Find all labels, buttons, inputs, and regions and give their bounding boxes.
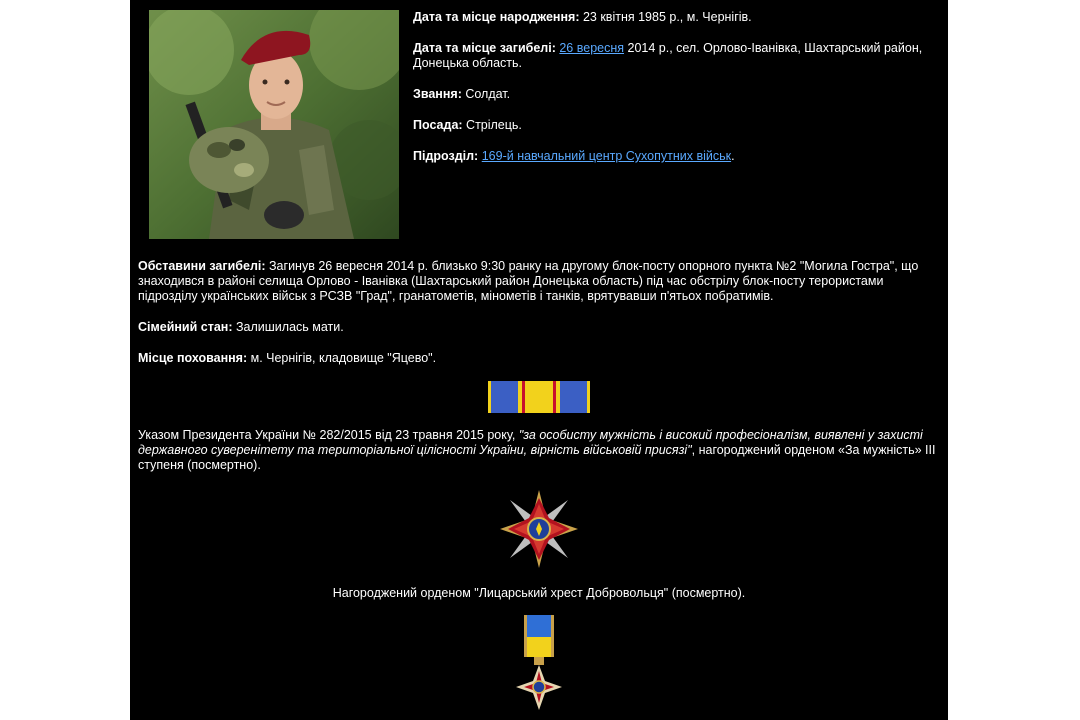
death-value: 2014 р., сел. Орлово-Іванівка, Шахтарський район, Донецька область. bbox=[413, 41, 923, 70]
order-for-courage-ribbon bbox=[488, 381, 590, 413]
decree-lead: Указом Президента України № 282/2015 від 23 травня 2015 року, bbox=[138, 428, 519, 442]
position-label: Посада: bbox=[413, 118, 463, 132]
birth-label: Дата та місце народження: bbox=[413, 10, 580, 24]
unit-row bbox=[413, 149, 933, 164]
rank-row bbox=[413, 87, 933, 102]
story-section bbox=[138, 259, 938, 382]
decree-text bbox=[138, 428, 938, 473]
family-label: Сімейний стан: bbox=[138, 320, 233, 334]
family-value: Залишилась мати. bbox=[232, 320, 344, 334]
soldier-photo bbox=[149, 10, 399, 239]
unit-after: . bbox=[731, 149, 735, 163]
order-for-courage-medal-icon bbox=[512, 615, 566, 720]
rank-label: Звання: bbox=[413, 87, 462, 101]
birth-row bbox=[413, 10, 933, 25]
burial-row bbox=[138, 351, 938, 366]
circumstances-label: Обставини загибелі: bbox=[138, 259, 266, 273]
death-label: Дата та місце загибелі: bbox=[413, 41, 556, 55]
memorial-page bbox=[130, 0, 948, 720]
position-row bbox=[413, 118, 933, 133]
decree-quote: "за особисту мужність і високий професіоналізм, виявлені у захисті державного суверенітету та територіальної цілісності України, вірність військовій присязі" bbox=[138, 428, 923, 457]
death-row bbox=[413, 41, 933, 71]
family-row bbox=[138, 320, 938, 335]
volunteer-cross-order-icon bbox=[498, 488, 580, 570]
burial-label: Місце поховання: bbox=[138, 351, 248, 365]
award2-text: Нагороджений орденом "Лицарський хрест Добровольця" (посмертно). bbox=[332, 586, 746, 600]
burial-value: м. Чернігів, кладовище "Яцево". bbox=[247, 351, 437, 365]
circumstances-value: Загинув 26 вересня 2014 р. близько 9:30 ранку на другому блок-посту опорного пункта №2 "Могила Гостра", що знаходився в районі селища Орлово - Іванівка (Шахтарський район Донецька область) під час обстрілу блок-посту терористами підрозділу українських військ з РСЗВ "Град", гранатометів, мінометів і танків, врятувавши п'ятьох побратимів. bbox=[138, 259, 919, 303]
rank-value: Солдат. bbox=[461, 87, 511, 101]
unit-label: Підрозділ: bbox=[413, 149, 479, 163]
position-value: Стрілець. bbox=[462, 118, 522, 132]
decree-tail: , нагороджений орденом «За мужність» III ступеня (посмертно). bbox=[138, 443, 936, 472]
birth-value: 23 квітня 1985 р., м. Чернігів. bbox=[579, 10, 752, 24]
death-date-link[interactable]: 26 вересня bbox=[559, 41, 625, 55]
unit-link[interactable]: 169-й навчальний центр Сухопутних військ bbox=[481, 149, 732, 163]
bio-info bbox=[413, 10, 933, 180]
circumstances-row bbox=[138, 259, 938, 304]
